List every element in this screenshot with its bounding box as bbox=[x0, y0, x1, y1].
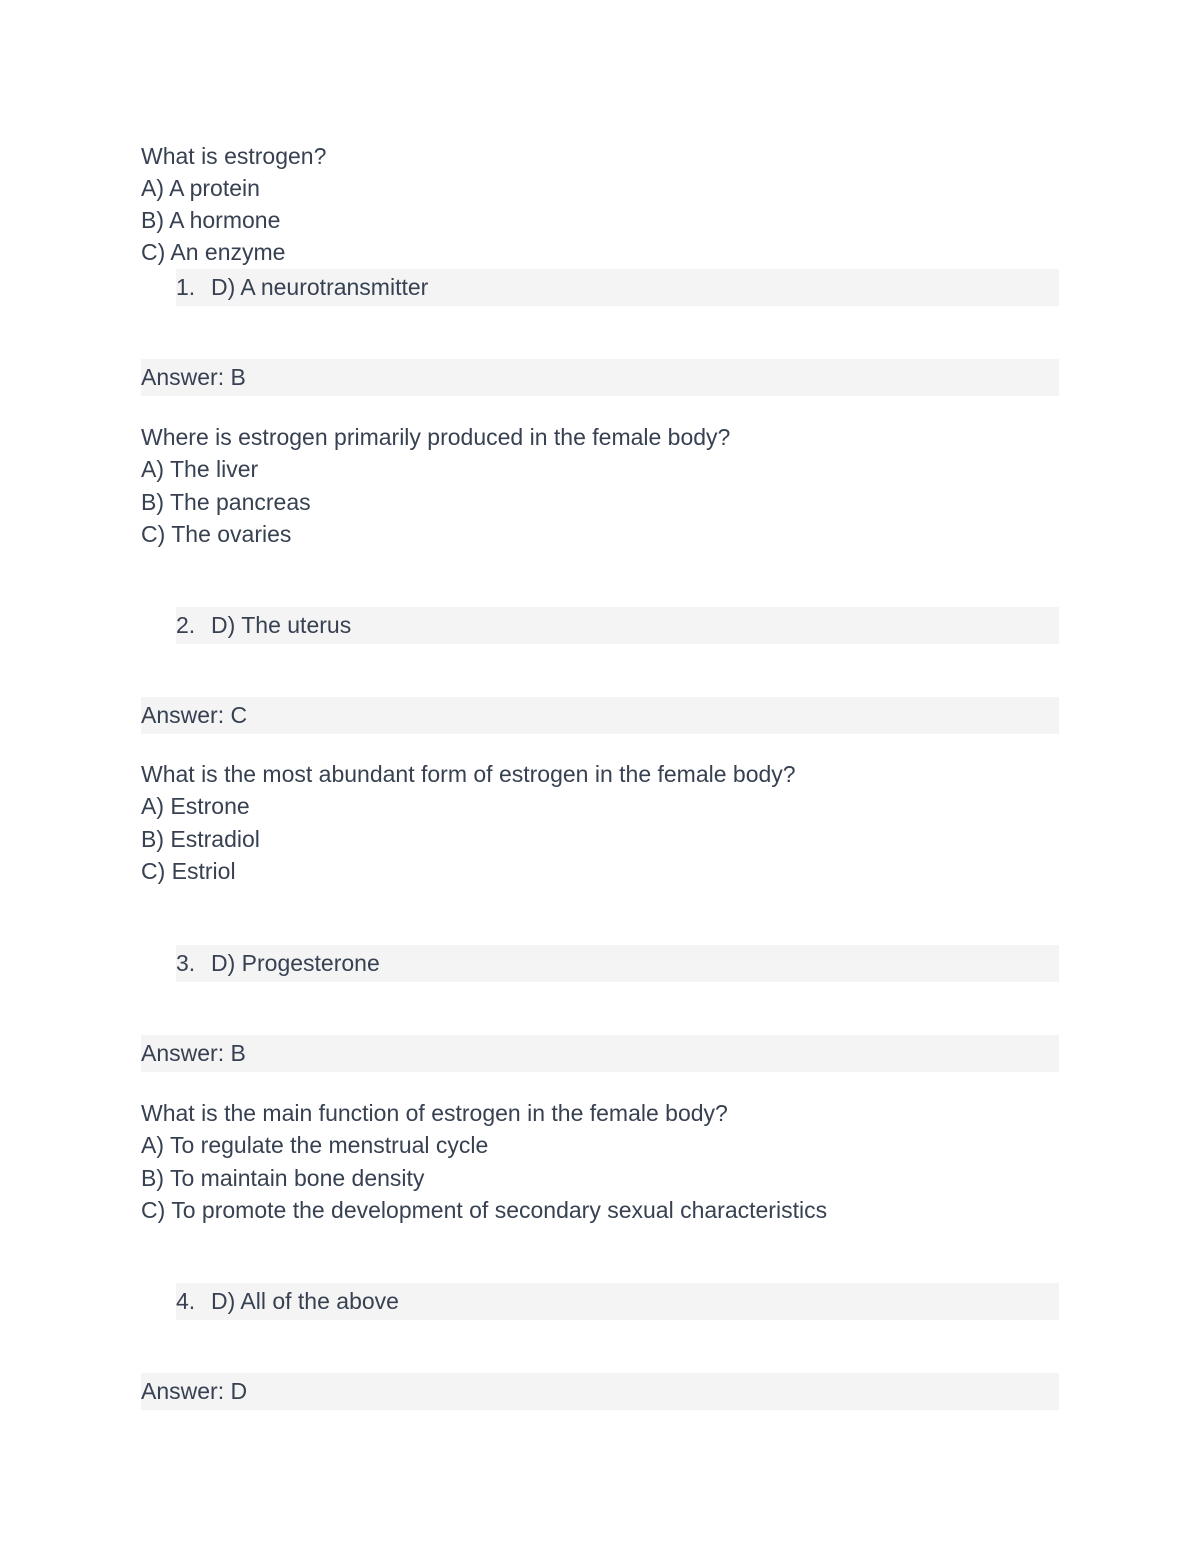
answer-block bbox=[141, 359, 1059, 396]
option-a: A) Estrone bbox=[141, 793, 250, 819]
option-a: A) To regulate the menstrual cycle bbox=[141, 1132, 489, 1158]
option-b: B) The pancreas bbox=[141, 489, 311, 515]
question-text: Where is estrogen primarily produced in the female body? bbox=[141, 424, 731, 450]
list-number: 2. bbox=[176, 612, 196, 638]
option-c: C) An enzyme bbox=[141, 239, 286, 265]
option-b: B) To maintain bone density bbox=[141, 1165, 425, 1191]
option-a: A) The liver bbox=[141, 456, 259, 482]
answer-text: Answer: B bbox=[141, 1040, 246, 1066]
numbered-option-d bbox=[176, 269, 1059, 306]
option-d: D) The uterus bbox=[211, 612, 352, 638]
answer-text: Answer: C bbox=[141, 702, 248, 728]
list-number: 1. bbox=[176, 274, 196, 300]
question-text: What is estrogen? bbox=[141, 143, 327, 169]
question-text: What is the main function of estrogen in the female body? bbox=[141, 1100, 728, 1126]
option-b: B) Estradiol bbox=[141, 826, 260, 852]
option-b: B) A hormone bbox=[141, 207, 281, 233]
option-c: C) The ovaries bbox=[141, 521, 292, 547]
list-number: 4. bbox=[176, 1288, 196, 1314]
answer-block bbox=[141, 1373, 1059, 1410]
option-a: A) A protein bbox=[141, 175, 260, 201]
option-c: C) To promote the development of secondary sexual characteristics bbox=[141, 1197, 828, 1223]
option-d: D) All of the above bbox=[211, 1288, 399, 1314]
option-d: D) A neurotransmitter bbox=[211, 274, 429, 300]
answer-block bbox=[141, 1035, 1059, 1072]
answer-text: Answer: B bbox=[141, 364, 246, 390]
numbered-option-d bbox=[176, 607, 1059, 644]
option-d: D) Progesterone bbox=[211, 950, 380, 976]
numbered-option-d bbox=[176, 945, 1059, 982]
question-text: What is the most abundant form of estrogen in the female body? bbox=[141, 761, 796, 787]
answer-text: Answer: D bbox=[141, 1378, 248, 1404]
option-c: C) Estriol bbox=[141, 858, 236, 884]
numbered-option-d bbox=[176, 1283, 1059, 1320]
answer-block bbox=[141, 697, 1059, 734]
list-number: 3. bbox=[176, 950, 196, 976]
